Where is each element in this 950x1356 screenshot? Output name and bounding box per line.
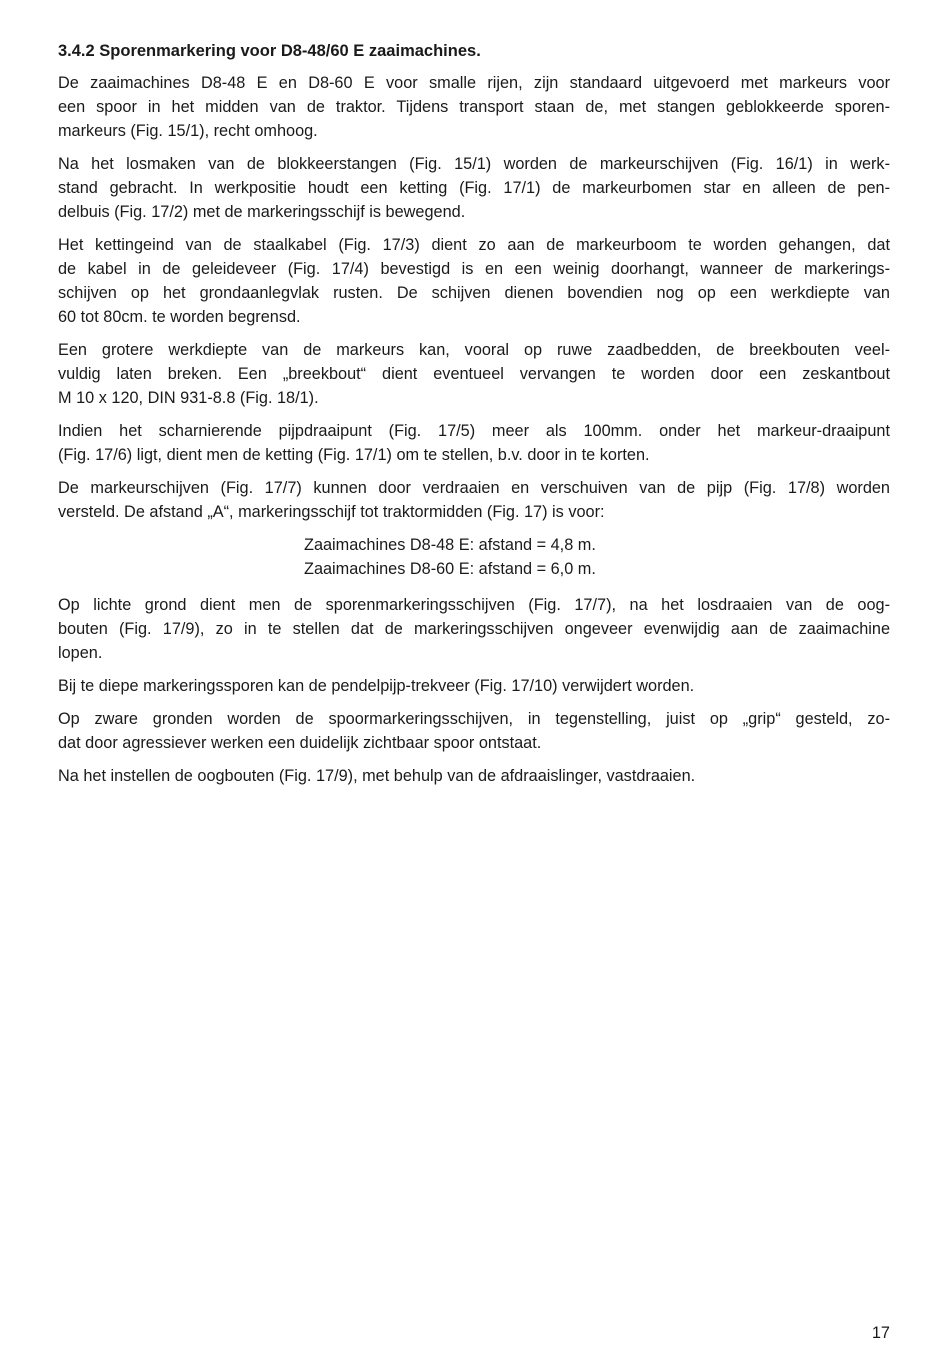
paragraph-line: dat door agressiever werken een duidelijk zichtbaar spoor ontstaat. xyxy=(58,734,542,752)
distance-d8-60: Zaaimachines D8-60 E: afstand = 6,0 m. xyxy=(304,560,596,578)
paragraph xyxy=(58,233,890,329)
paragraph-line: Na het losmaken van de blokkeerstangen (Fig. 15/1) worden de markeurschijven (Fig. 16/1) in werk- xyxy=(58,155,890,173)
paragraph-line: M 10 x 120, DIN 931-8.8 (Fig. 18/1). xyxy=(58,389,319,407)
paragraph xyxy=(58,152,890,224)
paragraph-line: vuldig laten breken. Een „breekbout“ dient eventueel vervangen te worden door een zeskantbout xyxy=(58,365,890,383)
paragraph-line: Een grotere werkdiepte van de markeurs kan, vooral op ruwe zaadbedden, de breekbouten veel- xyxy=(58,341,890,359)
paragraph-line: lopen. xyxy=(58,644,103,662)
paragraph-line: Op lichte grond dient men de sporenmarkeringsschijven (Fig. 17/7), na het losdraaien van de oog- xyxy=(58,596,890,614)
section-heading: 3.4.2 Sporenmarkering voor D8-48/60 E zaaimachines. xyxy=(58,42,481,60)
paragraph xyxy=(58,674,890,698)
paragraph-line: (Fig. 17/6) ligt, dient men de ketting (Fig. 17/1) om te stellen, b.v. door in te korten. xyxy=(58,446,650,464)
document-page xyxy=(58,40,890,797)
paragraph-line: stand gebracht. In werkpositie houdt een ketting (Fig. 17/1) de markeurbomen star en alleen de pen- xyxy=(58,179,890,197)
paragraph xyxy=(58,338,890,410)
paragraph-line: schijven op het grondaanlegvlak rusten. De schijven dienen bovendien nog op een werkdiepte van xyxy=(58,284,890,302)
paragraph-line: Na het instellen de oogbouten (Fig. 17/9), met behulp van de afdraaislinger, vastdraaien. xyxy=(58,767,696,785)
paragraph-line: De zaaimachines D8-48 E en D8-60 E voor smalle rijen, zijn standaard uitgevoerd met markeurs voor xyxy=(58,74,890,92)
distance-d8-48: Zaaimachines D8-48 E: afstand = 4,8 m. xyxy=(304,536,596,554)
paragraph-line: versteld. De afstand „A“, markeringsschijf tot traktormidden (Fig. 17) is voor: xyxy=(58,503,605,521)
paragraph-line: markeurs (Fig. 15/1), recht omhoog. xyxy=(58,122,318,140)
paragraph xyxy=(58,707,890,755)
paragraph-line: De markeurschijven (Fig. 17/7) kunnen door verdraaien en verschuiven van de pijp (Fig. 17/8) worden xyxy=(58,479,890,497)
paragraph xyxy=(58,764,890,788)
page-number: 17 xyxy=(871,1324,890,1342)
paragraph-line: een spoor in het midden van de traktor. Tijdens transport staan de, met stangen geblokkeerde sporen- xyxy=(58,98,890,116)
paragraph-line: de kabel in de geleideveer (Fig. 17/4) bevestigd is en een weinig doorhangt, wanneer de markerings- xyxy=(58,260,890,278)
paragraph xyxy=(58,593,890,665)
paragraph-line: Bij te diepe markeringssporen kan de pendelpijp-trekveer (Fig. 17/10) verwijdert worden. xyxy=(58,677,695,695)
paragraphs-before xyxy=(58,71,890,524)
paragraphs-after xyxy=(58,593,890,788)
paragraph-line: delbuis (Fig. 17/2) met de markeringsschijf is bewegend. xyxy=(58,203,466,221)
paragraph-line: Op zware gronden worden de spoormarkeringsschijven, in tegenstelling, juist op „grip“ gesteld, zo- xyxy=(58,710,890,728)
paragraph-line: 60 tot 80cm. te worden begrensd. xyxy=(58,308,301,326)
paragraph-line: bouten (Fig. 17/9), zo in te stellen dat de markeringsschijven ongeveer evenwijdig aan de zaaimachine xyxy=(58,620,890,638)
paragraph-line: Indien het scharnierende pijpdraaipunt (Fig. 17/5) meer als 100mm. onder het markeur-draaipunt xyxy=(58,422,890,440)
paragraph xyxy=(58,419,890,467)
paragraph xyxy=(58,71,890,143)
paragraph-line: Het kettingeind van de staalkabel (Fig. 17/3) dient zo aan de markeurboom te worden gehangen, dat xyxy=(58,236,890,254)
paragraph xyxy=(58,476,890,524)
distance-list xyxy=(304,533,890,581)
